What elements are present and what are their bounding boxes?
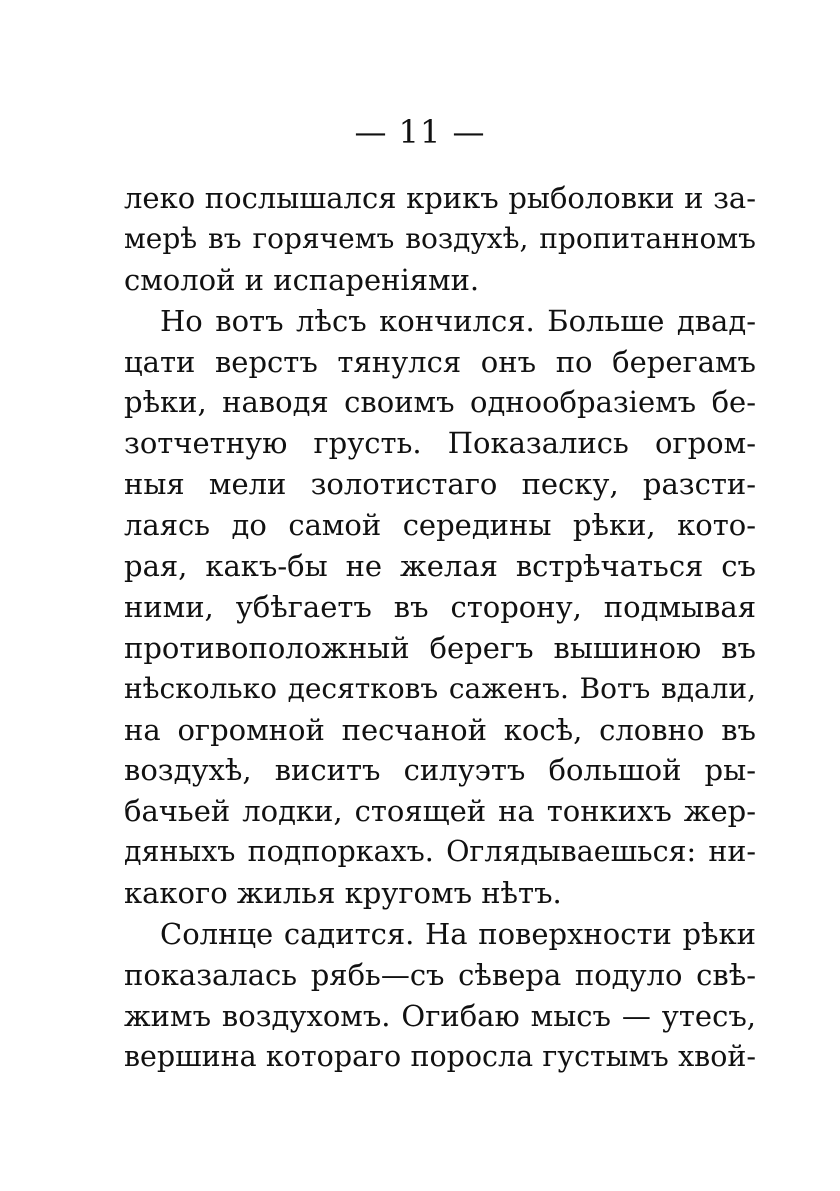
text-line: какого жилья кругомъ нѣтъ.	[124, 876, 562, 911]
text-line: цати верстъ тянулся онъ по берегамъ	[124, 344, 756, 379]
text-line: ныя мели золотистаго песку, разсти-	[124, 467, 756, 502]
page-number: — 11 —	[354, 113, 486, 151]
body-text	[124, 178, 756, 1078]
text-line: нѣсколько десятковъ саженъ. Вотъ вдали,	[124, 671, 756, 705]
text-line: мерѣ въ горячемъ воздухѣ, пропитанномъ	[124, 221, 756, 255]
text-line: рѣки, наводя своимъ однообразіемъ бе-	[124, 385, 756, 420]
text-line: лаясь до самой середины рѣки, кото-	[124, 508, 756, 543]
paragraph-start-line: Солнце садится. На поверхности рѣки	[160, 917, 756, 952]
text-line: смолой и испареніями.	[124, 262, 480, 297]
text-line: леко послышался крикъ рыболовки и за-	[124, 181, 756, 215]
text-line: ними, убѣгаетъ въ сторону, подмывая	[124, 589, 756, 624]
text-line: рая, какъ-бы не желая встрѣчаться съ	[124, 549, 756, 584]
text-line: показалась рябь—съ сѣвера подуло свѣ-	[124, 957, 756, 992]
text-line: противоположный берегъ вышиною въ	[124, 630, 756, 665]
text-line: воздухѣ, виситъ силуэтъ большой ры-	[124, 753, 756, 788]
text-line: бачьей лодки, стоящей на тонкихъ жер-	[124, 794, 756, 829]
text-line: дяныхъ подпоркахъ. Оглядываешься: ни-	[124, 835, 756, 869]
text-line: жимъ воздухомъ. Огибаю мысъ — утесъ,	[124, 998, 756, 1033]
paragraph-start-line: Но вотъ лѣсъ кончился. Больше двад-	[160, 303, 756, 338]
text-line: на огромной песчаной косѣ, словно въ	[124, 712, 756, 747]
text-line: вершина котораго поросла густымъ хвой-	[124, 1039, 756, 1073]
text-line: зотчетную грусть. Показались огром-	[124, 426, 756, 461]
